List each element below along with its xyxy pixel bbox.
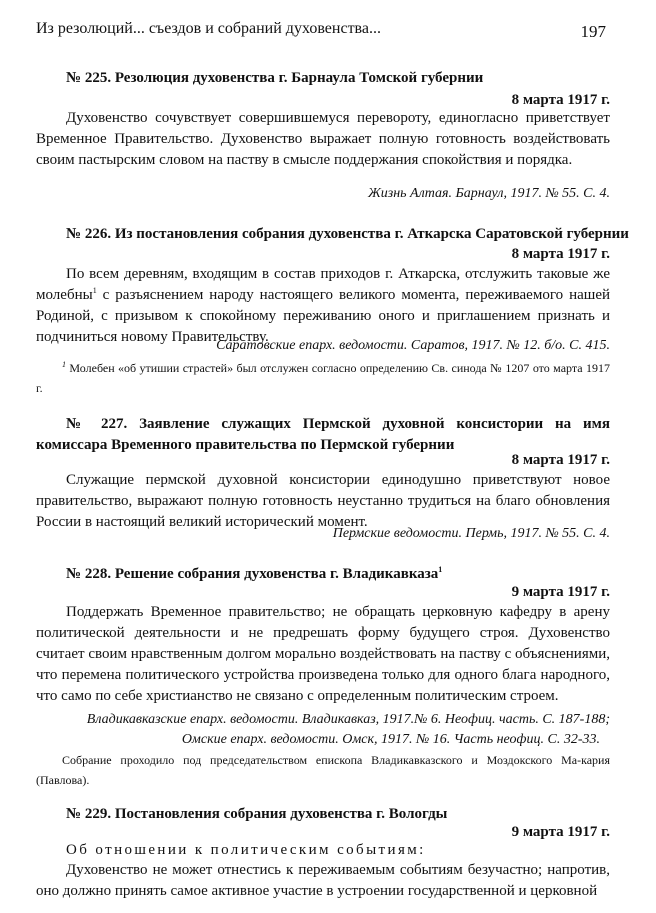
doc-229-body: Духовенство не может отнестись к переживаемым событиям безучастно; напротив, оно должно принять самое активное участие в устроении государственной и церковной — [36, 862, 610, 899]
doc-225-title: № 225. Резолюция духовенства г. Барнаула Томской губернии — [66, 70, 484, 86]
doc-226-source: Саратовские епарх. ведомости. Саратов, 1917. № 12. б/о. С. 415. — [216, 338, 610, 353]
running-header: Из резолюций... съездов и собраний духовенства... — [36, 20, 381, 37]
doc-228-title — [66, 566, 442, 583]
doc-228-source-1: Владикавказские епарх. ведомости. Владикавказ, 1917.№ 6. Неофиц. часть. С. 187-188; — [86, 712, 610, 727]
doc-227-source: Пермские ведомости. Пермь, 1917. № 55. С. 4. — [332, 526, 610, 541]
doc-226-body-part2: с разъяснением народу настоящего великого момента, переживаемого нашей Родиной, с призывом к спокойному переживанию оного и приглашением признать и подчиниться новому Правительству. — [36, 287, 610, 345]
doc-226-footnote — [36, 358, 610, 398]
page-number: 197 — [580, 22, 606, 41]
doc-226-footnote-number: 1 — [62, 360, 66, 369]
doc-228-title-footnote-mark: 1 — [438, 565, 443, 574]
doc-226-body-part1: По всем деревням, входящим в состав приходов г. Аткарска, отслужить таковые же молебны — [36, 266, 610, 303]
doc-229-title: № 229. Постановления собрания духовенства г. Вологды — [66, 806, 448, 822]
doc-229-date: 9 марта 1917 г. — [511, 824, 610, 840]
doc-228-source-2: Омские епарх. ведомости. Омск, 1917. № 16. Часть неофиц. С. 32-33. — [181, 732, 600, 747]
doc-226-title: № 226. Из постановления собрания духовенства г. Аткарска Саратовской губернии — [66, 226, 629, 242]
doc-227-body: Служащие пермской духовной консистории единодушно приветствуют новое правительство, выражают полную готовность неустанно трудиться на благо обновления России в настоящий великий исторический момент. — [36, 472, 610, 530]
doc-227-title: № 227. Заявление служащих Пермской духовной консистории на имя комиссара Временного правительства по Пермской губернии — [36, 416, 610, 453]
doc-225-date: 8 марта 1917 г. — [511, 92, 610, 108]
doc-228-title-text: № 228. Решение собрания духовенства г. Владикавказа — [66, 566, 439, 582]
doc-228-date: 9 марта 1917 г. — [511, 584, 610, 600]
doc-227-date: 8 марта 1917 г. — [511, 452, 610, 468]
doc-226-date: 8 марта 1917 г. — [511, 246, 610, 262]
doc-226-body — [36, 264, 610, 348]
doc-225-source: Жизнь Алтая. Барнаул, 1917. № 55. С. 4. — [367, 186, 610, 201]
doc-225-body: Духовенство сочувствует совершившемуся перевороту, единогласно приветствует Временное Правительство. Духовенство выражает полную готовность воздействовать своим пастырским словом на паству в смысле поддержания спокойствия и порядка. — [36, 110, 610, 168]
doc-228-footnote: Собрание проходило под председательством епископа Владикавказского и Моздокского Ма-кария (Павлова). — [36, 753, 610, 787]
doc-228-body: Поддержать Временное правительство; не обращать церковную кафедру в арену политической деятельности и не предрешать форму будущего строя. Духовенство считает своим нравственным долгом морально воздействовать на паству с объяснениями, что перемена политического устройства произведена только для одного блага народного, что само по себе христианство не связано с определенным политическим строем. — [36, 604, 610, 704]
doc-226-footnote-text: Молебен «об утишии страстей» был отслужен согласно определению Св. синода № 1207 ото марта 1917 г. — [36, 361, 610, 395]
doc-229-subheading: Об отношении к политическим событиям: — [66, 842, 426, 858]
doc-226-footnote-mark: 1 — [92, 286, 97, 295]
